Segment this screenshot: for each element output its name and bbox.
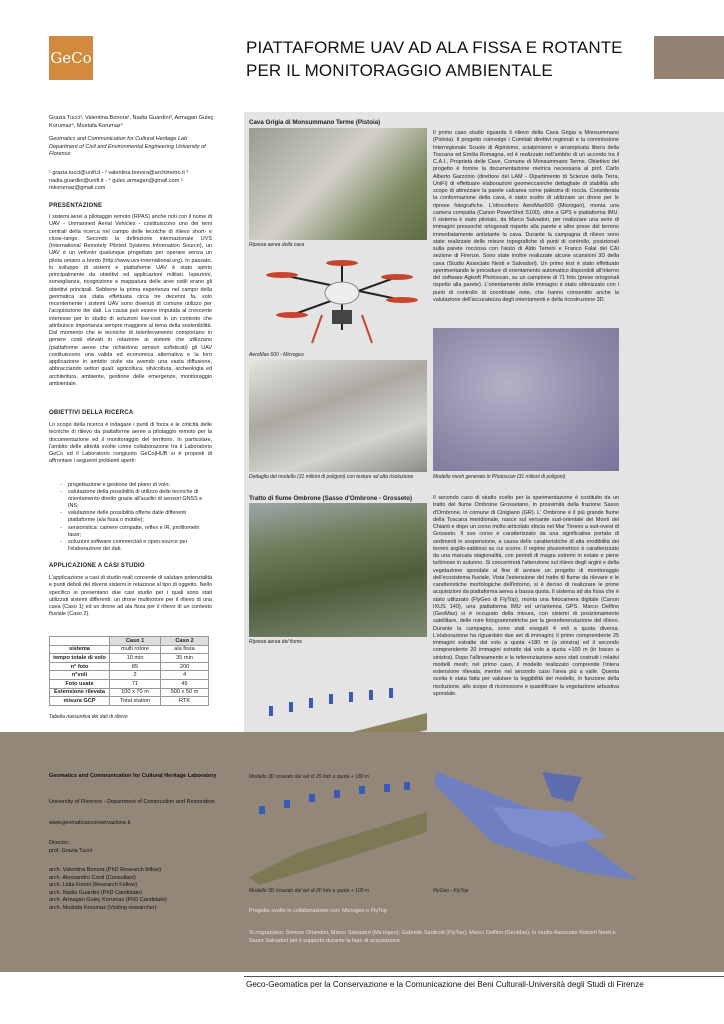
caption-texture: Dettaglio del modello (31 milioni di poligoni) con texture ad alta risoluzione [249,474,414,480]
list-item: - valutazione delle possibilità offerte dalle differenti piattaforme (ala fissa o mobile); [60,510,210,524]
obiettivi-text: Lo scopo della ricerca è indagare i punti di forza e le criticità delle tecniche di rilievo da piattaforme aeree a pilotaggio remoto per la documentazione ed il monitoraggio del territorio. In particolare, l'ambito delle attività svolte come collaborazione tra il Laboratorio GeCo ed il Laboratorio congiunto GeCo|HUB si è proposti di affrontare i seguenti problemi aperti: [49,422,212,465]
table-cell: RTK [161,697,209,706]
case2-text: Il secondo caso di studio scelto per la sperimentazione è costituito da un tratto del fiume Ombrone Grossetano, in prossimità della frazione Sasso d'Ombrone, in comune di Cinigiano (GR). L' Ombrone è il più grande fiume della Toscana meridionale, nasce sul versante sud-orientale dei Monti del Chianti e dopo un corso molto articolato sfocia nel Mar Tirreno a sud-ovest di Grosseto. Il suo corso è caratterizzato da una significativa portata di sedimenti in sospensione, a causa delle caratteristiche di alta erodibilità dei terreni argillo-sabbiosi su cui scorre. Il regime pluviometrico è caratterizzato da una marcata stagionalità, con periodi di magra estremi in estate e piene turbinose in autunno. Si concentrerà l'attenzione sul rilievo degli argini e della vegetazione spondale al fine di avviare un progetto di monitoraggio dell'ecosistema fluviale. Vista l'estensione del tratto di fiume da rilevare e le caratteristiche morfologiche dell'intorno, si è deciso di realizzare le prime acquisizioni da piattaforma aerea a bassa quota. Il sistema ad ala fissa che è stato utilizzato (FlyGeo di FlyTop), monta una fotocamera digitale (Canon IXUS 140), una piattaforma IMU ed un'antenna GPS. Marco Delfino (GeoMax) si è occupato della misura, con sistemi di posizionamento satellitare, delle mire fotogrammetriche per la georeferenziazione del rilievo. Durante la campagna, sono stati eseguiti 4 voli a quota diversa. L'elaborazione ha riguardato due set di immagini; il primo comprendente 25 immagini estratte dal volo a quota +180 m (a sinistra) ed il secondo comprendente 20 immagini estratte dal volo a quota +100 m (in basso a sinistra). Dopo l'allineamento e la referenziazione sono stati costruiti i relativi modelli mesh; nel primo caso, il modello realizzato comprende l'intera estensione rilevata, mentre nel secondo caso l'area più a valle. Questa scelta è stata fatta per valutare la leggibilità del modello, in funzione della risoluzione, allo scopo di riconoscere e quantificare la vegetazione arbustiva spondale. [433,495,619,697]
lab-url[interactable]: www.geomaticaeconservazione.it [49,820,131,826]
obiettivi-heading: OBIETTIVI DELLA RICERCA [49,410,134,416]
director-name: prof. Grazia Tucci [49,848,93,854]
table-cell: n° foto [50,662,110,671]
table-cell: 85 [110,662,161,671]
staff-list [49,867,224,912]
table-cell: 4 [161,671,209,680]
footer-divider [244,976,724,977]
presentazione-text: I sistemi aerei a pilotaggio remoto (RPAS) anche noti con il nome di UAV - Unmanned Aerial Vehicles - costituiscono uno dei temi centrali della ricerca nel campo delle tecniche di rilievo short- e close-range. Secondo la definizione internazionale UVS (International Remotely Piloted Systems Information Source), un UAV è un velivolo qualunque progettato per operare senza un pilota umano a bordo (http://www.uvs-international.org). In passato, lo sviluppo di sistemi e piattaforme UAV è stato spinto principalmente da obiettivi ed applicazioni militari. Ispezioni, sorveglianza, ricognizione e mappatura delle aree ostili erano gli obiettivi principali. Sebbene la prima esperienza nel campo della geomatica sia stata effettuata circa tre decenni fa, solo recentemente i sistemi UAV sono divenuti di comune utilizzo per l'acquisizione dei dati. La causa può essere imputata al crescente interesse per lo studio di soluzioni low-cost in un contesto che attribuisce importanza sempre maggiore al tema della sostenibilità. Dal momento che le tecniche di telerilevamento comportano in genere costi elevati in relazione ai sistemi che utilizzano (piattaforme aeree che richiedono sensori sofisticati) gli UAV costituiscono una valida ed economica alternativa e la loro applicazione in ambito civile sta avendo una vasta diffusione, abbracciando settori quali: agricoltura, silvicoltura, archeologia ed architettura, ambiente, gestione delle emergenze, monitoraggio ambientale. [49,214,212,387]
comparison-table [49,636,209,706]
table-cell [50,637,110,646]
obiettivi-list [60,482,210,553]
table-cell: sistema [50,645,110,654]
director-label: Director: [49,840,70,846]
quarry-mesh-model [433,328,619,471]
poster-title: PIATTAFORME UAV AD ALA FISSA E ROTANTE PER IL MONITORAGGIO AMBIENTALE [246,38,623,80]
table-cell: Total station [110,697,161,706]
applicazione-heading: APPLICAZIONE A CASI STUDIO [49,563,145,569]
table-row [50,697,209,706]
river-aerial-photo [249,503,427,637]
table-cell: Caso 2 [161,637,209,646]
list-item: - valutazione della possibilità di utilizzo delle tecniche di orientamento diretto grazie all'ausilio di sensori GNSS e INS; [60,489,210,510]
table-cell: Foto usate [50,679,110,688]
footer-text: Geco-Geomatica per la Conservazione e la Comunicazione dei Beni Culturali-Università degli Studi di Firenze [246,980,644,989]
river-model-100m [249,782,427,885]
corner-block [654,36,724,79]
table-cell: 2 [110,671,161,680]
table-cell: tempo totale di volo [50,654,110,663]
table-cell: 200 [161,662,209,671]
acknowledgements: Si ringraziano: Simone Orlandini, Marco Salvadori (Microgeo); Gabriele Santicoli (FlyTop); Marco Delfino (GeoMax); lo studio Associato Roberti Nesti e Sauro Salvadori per il supporto durante la fase di acquisizione. [249,930,616,944]
table-cell: 100 x 70 m [110,688,161,697]
table-cell: Caso 1 [110,637,161,646]
table-row [50,688,209,697]
flygeo-fixed-wing-image [432,762,642,884]
table-row [50,679,209,688]
caption-model-180m: Modello 3D ricavato dal set di 25 foto a quota + 180 m [249,774,369,780]
list-item: - progettazione e gestione del piano di volo; [60,482,210,489]
table-caption: Tabella riassuntiva dei dati di rilievo [49,714,128,720]
list-item: arch. Alessandro Conti (Consultant) [49,874,136,881]
table-row [50,662,209,671]
table-cell: Estensione rilevata [50,688,110,697]
list-item: arch. Mustafa Korumaz (Visiting researcher) [49,904,157,911]
table-cell: 35 min [161,654,209,663]
affiliation: Geomatics and Communication for Cultural Heritage Lab Department of Civil and Environmental Engineering University of Florence [49,136,206,157]
authors: Grazia Tucci¹, Valentina Bonora², Nadia Guardini³, Armagan Guleç Korumaz⁴, Mustafa Korumaz⁵ [49,115,214,129]
list-item: arch. Lidia Fiorini (Research Fellow) [49,882,138,888]
table-row [50,654,209,663]
list-item: arch. Armagan Guleç Korumaz (PhD Candidate) [49,897,167,903]
collaboration-note: Progetto svolto in collaborazione con: Microgeo e FlyTop [249,908,387,914]
table-cell: 45 [161,679,209,688]
list-item: - soluzioni software commerciali e open-source per l'elaborazione dei dati. [60,539,210,553]
quarry-texture-model [249,360,427,472]
caption-drone: AeroMax 600 - Microgeo [249,352,304,358]
table-row [50,671,209,680]
table-header-row [50,637,209,646]
list-item: - sensoristica: camere compatte, reflex e IR, profilometri laser; [60,525,210,539]
octocopter-drone-image [262,255,422,350]
table-cell: 10 min [110,654,161,663]
quarry-aerial-photo [249,128,427,240]
applicazione-text: L'applicazione a casi di studio reali consente di valutare potenzialità e punti deboli dei diversi sistemi in relazione al tipo di oggetto. Nello specifico si presentano due casi studio per i quali sono stati utilizzati sistemi differenti: un drone multirotore per il rilievo di una cava (Caso 1) ed un drone ad ala fissa per il rilievo di un contesto fluviale (Caso 2). [49,575,212,618]
case1-text: Il primo caso studio riguarda il rilievo della Cava Grigia a Monsummano (Pistoia). Il progetto coinvolge i Comitati direttivi regionali e la commissione Interregionale Scuole di Alpinismo, scialpinismo e arrampicata libera della Toscana ed Emilia Romagna, ed è realizzato nell'ambito di un accordo tra il C.A.I., Proprietà delle Cave, Comune di Monsummano Terme. Obiettivo del progetto è fornire la documentazione metrica necessaria al prof. Carlo Alberto Garzonio (direttore del LAM - Dipartimento di Scienze della Terra, UniFi) di effettuare elaborazioni geomeccaniche dettagliate di stabilità allo scopo di attrezzare la parete calcarea come palestra di roccia. Considerata la conformazione della cava, è stato scelto di utilizzare un drone per le riprese fotografiche. L'ottocottero AeroMax600 (Microgeo), monta una camera compatta (Canon PowerShot S100), oltre a GPS e piattaforma IMU. Il sistema è stato pilotato, da Marco Salvadori, per realizzare una serie di immagini pressoché ortogonali rispetto alla parete e altre prese del terreno immediatamente antistante la cava. Durante la campagna di rilievo sono state realizzate delle misure topografiche di punti di controllo, posizionati sulla parete rocciosa con l'aiuto di Aldo Terreni e Franco Falai del CAI sezione di Firenze. Sono state inoltre realizzate alcune scansioni 3D della cava (Studio Associato Nesti e Salvadori). Un primo test è stato effettuato sperimentando le procedure di orientamento automatico disponibili all'interno del software Agisoft Photoscan, su un campione di 71 foto (prese ortogonali rispetto alla parete). L'orientamento delle immagini è stato ottimizzato con i punti di controllo di coordinate note, che hanno consentito anche la valutazione dell'accuratezza degli orientamenti e della ricostruzione 3D. [433,130,619,303]
table-cell: misura GCP [50,697,110,706]
table-row [50,645,209,654]
case2-title: Tratto di fiume Ombrone (Sasso d'Ombrone - Grosseto) [249,495,413,502]
caption-river-photo: Ripresa aerea del fiume [249,639,303,645]
lab-name: Geomatics and Communication for Cultural Heritage Laboratory [49,773,217,779]
table-cell: ala fissa [161,645,209,654]
caption-quarry-photo: Ripresa aerea della cava [249,242,305,248]
caption-flytop: FlyGeo - FlyTop [433,888,469,894]
table-cell: 71 [110,679,161,688]
lab-department: University of Florence - Department of Construction and Restoration [49,799,215,805]
caption-mesh: Modello mesh generato in Photoscan (31 milioni di poligoni) [433,474,566,480]
list-item: arch. Nadia Guardini (PhD Candidate) [49,889,142,896]
table-cell: n°voli [50,671,110,680]
table-cell: 500 x 50 m [161,688,209,697]
caption-model-100m: Modello 3D ricavato dal set di 20 foto a quota + 100 m [249,888,369,894]
emails: ¹ grazia.tucci@unifi.it - ² valentina.bonora@archimetro.it ³ nadia.guardini@unifi.it - ⁴ gulec.armagan@gmail.com ⁵ mkorumaz@gmail.com [49,170,189,191]
case1-title: Cava Grigia di Monsummano Terme (Pistoia) [249,119,381,126]
list-item: arch. Valentina Bonora (PhD Research fellow) [49,867,162,873]
table-cell: multi rotore [110,645,161,654]
presentazione-heading: PRESENTAZIONE [49,203,103,209]
geco-logo: GeCo [49,36,93,80]
